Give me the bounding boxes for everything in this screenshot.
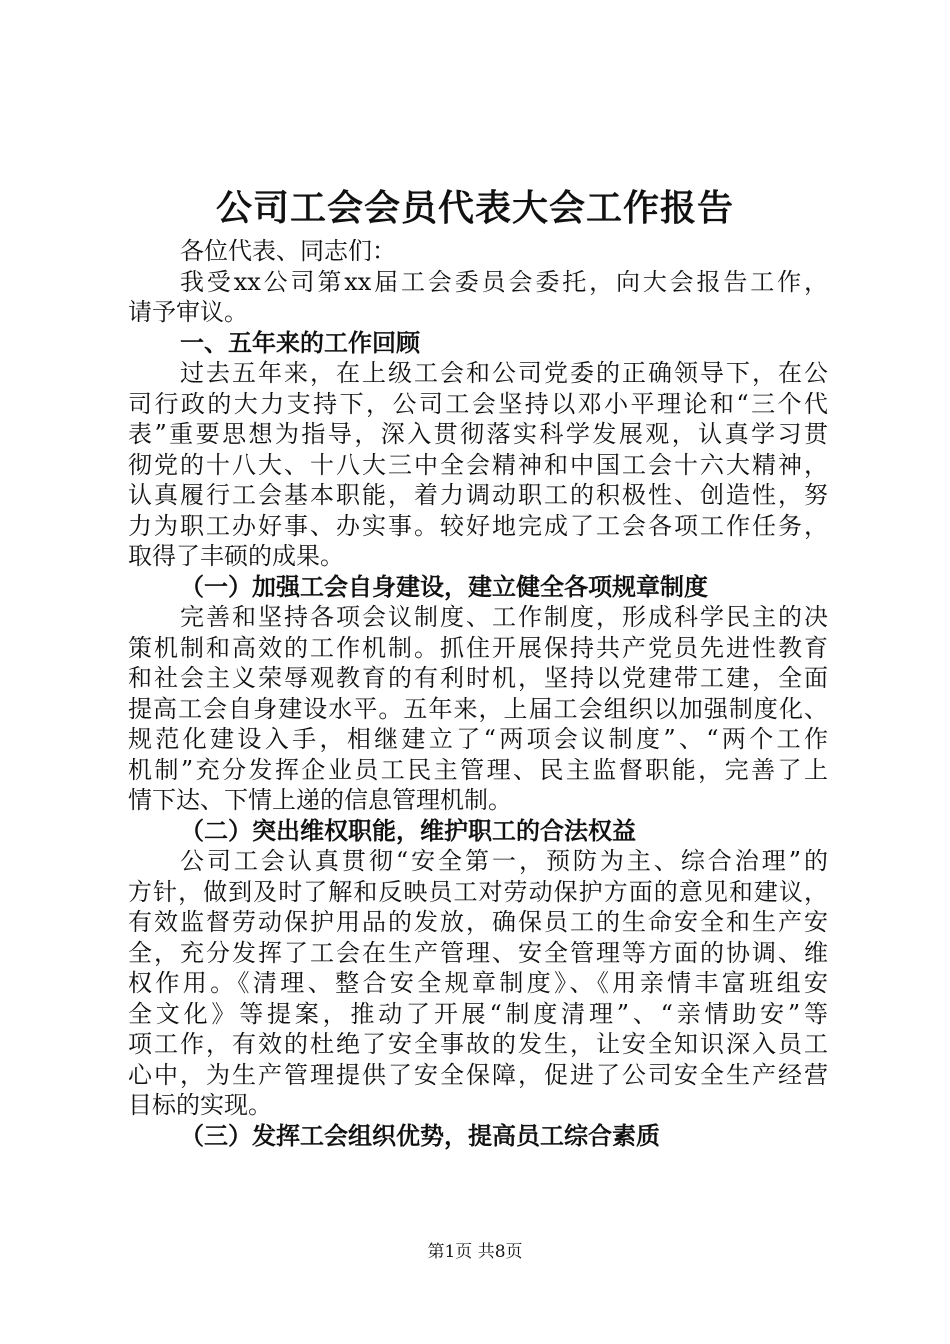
body-line: 全文化》等提案，推动了开展“制度清理”、“亲情助安”等 — [128, 999, 828, 1028]
page-footer: 第1页 共8页 — [427, 1242, 523, 1262]
body-line: 完善和坚持各项会议制度、工作制度，形成科学民主的决 — [180, 603, 828, 631]
section-heading: （二）突出维权职能，维护职工的合法权益 — [180, 816, 636, 845]
body-line: 心中，为生产管理提供了安全保障，促进了公司安全生产经营 — [128, 1060, 828, 1089]
body-line: 彻党的十八大、十八大三中全会精神和中国工会十六大精神， — [128, 450, 828, 479]
body-line: 全，充分发挥了工会在生产管理、安全管理等方面的协调、维 — [128, 938, 828, 967]
body-line: 和社会主义荣辱观教育的有利时机，坚持以党建带工建，全面 — [128, 664, 828, 692]
body-line: 权作用。《清理、整合安全规章制度》、《用亲情丰富班组安 — [128, 969, 828, 997]
body-line: 公司工会认真贯彻“安全第一，预防为主、综合治理”的 — [180, 847, 828, 875]
body-line: 规范化建设入手，相继建立了“两项会议制度”、“两个工作 — [128, 725, 828, 753]
body-line: 各位代表、同志们： — [180, 237, 396, 265]
section-heading: 一、五年来的工作回顾 — [180, 328, 420, 357]
body-line: 策机制和高效的工作机制。抓住开展保持共产党员先进性教育 — [128, 633, 828, 662]
body-line: 目标的实现。 — [128, 1091, 272, 1119]
body-line: 请予审议。 — [128, 298, 248, 326]
body-line: 过去五年来，在上级工会和公司党委的正确领导下，在公 — [180, 359, 828, 387]
body-line: 机制”充分发挥企业员工民主管理、民主监督职能，完善了上 — [128, 755, 828, 784]
section-heading: （一）加强工会自身建设，建立健全各项规章制度 — [180, 572, 708, 601]
body-line: 项工作，有效的杜绝了安全事故的发生，让安全知识深入员工 — [128, 1030, 828, 1058]
body-line: 情下达、下情上递的信息管理机制。 — [128, 786, 512, 814]
body-line: 方针，做到及时了解和反映员工对劳动保护方面的意见和建议， — [128, 877, 828, 906]
document-title: 公司工会会员代表大会工作报告 — [215, 188, 734, 229]
body-line: 表”重要思想为指导，深入贯彻落实科学发展观，认真学习贯 — [128, 420, 828, 448]
section-heading: （三）发挥工会组织优势，提高员工综合素质 — [180, 1121, 660, 1150]
body-line: 认真履行工会基本职能，着力调动职工的积极性、创造性，努 — [128, 481, 828, 509]
body-line: 我受xx公司第xx届工会委员会委托，向大会报告工作， — [180, 267, 828, 296]
body-line: 提高工会自身建设水平。五年来，上届工会组织以加强制度化、 — [128, 694, 828, 723]
body-line: 力为职工办好事、办实事。较好地完成了工会各项工作任务， — [128, 511, 828, 540]
body-line: 司行政的大力支持下，公司工会坚持以邓小平理论和“三个代 — [128, 389, 828, 418]
body-line: 取得了丰硕的成果。 — [128, 542, 344, 570]
body-line: 有效监督劳动保护用品的发放，确保员工的生命安全和生产安 — [128, 908, 828, 936]
document-body — [128, 236, 828, 1151]
